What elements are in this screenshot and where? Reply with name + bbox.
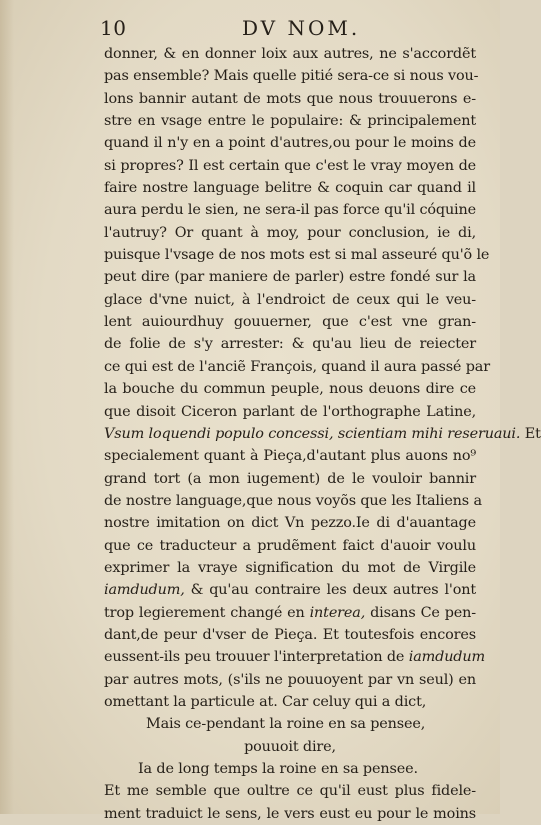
latin-quote-part: Vsum loquendi populo concessi,	[104, 425, 334, 442]
text-line: lons bannir autant de mots que nous trouuerons e-	[104, 90, 476, 107]
text-line: aura perdu le sien, ne sera-il pas force qu'il cóquine	[104, 202, 476, 219]
text-line: grand tort (a mon iugement) de le vouloir bannir	[104, 470, 476, 487]
text-line: exprimer la vraye signification du mot de Virgile	[104, 559, 476, 576]
latin-word: interea,	[309, 604, 366, 621]
verse-line: Ia de long temps la roine en sa pensee.	[138, 761, 418, 777]
latin-quote-part: scientiam mihi reseruaui.	[337, 425, 521, 442]
text-line: que disoit Ciceron parlant de l'orthographe Latine,	[104, 403, 476, 420]
text-line: peut dire (par maniere de parler) estre fondé sur la	[104, 269, 476, 286]
latin-word: iamdudum,	[104, 582, 185, 599]
page-header	[100, 16, 472, 40]
verse-aside: pouuoit dire,	[244, 738, 336, 755]
text-segment: & qu'au contraire les deux autres l'ont	[190, 582, 476, 599]
verse-line: Mais ce-pendant la roine en sa pensee,	[146, 716, 426, 733]
text-line: la bouche du commun peuple, nous deuons dire ce	[104, 381, 476, 398]
text-line: puisque l'vsage de nos mots est si mal asseuré qu'õ le	[104, 247, 490, 264]
text-line: pas ensemble? Mais quelle pitié sera-ce si nous vou-	[104, 68, 479, 85]
text-segment: eussent-ils peu trouuer l'interpretation de	[104, 649, 405, 666]
text-line: de folie de s'y arrester: & qu'au lieu de reiecter	[104, 336, 476, 353]
text-line: dant,de peur d'vser de Pieça. Et toutesfois encores	[104, 626, 476, 643]
text-line: specialement quant à Pieça,d'autant plus auons no⁹	[104, 448, 476, 465]
text-line: ce qui est de l'anciẽ François, quand il aura passé par	[104, 358, 490, 375]
text-line: glace d'vne nuict, à l'endroict de ceux qui le veu-	[104, 291, 476, 308]
page-number: 10	[100, 16, 127, 40]
text-line: Et me semble que oultre ce qu'il eust plus fidele-	[104, 783, 476, 800]
text-line	[104, 602, 476, 624]
running-title: DV NOM.	[242, 16, 361, 40]
text-line: nostre imitation on dict Vn pezzo.Ie di d'auantage	[104, 515, 476, 532]
latin-quote-line	[104, 423, 541, 445]
text-line: par autres mots, (s'ils ne pouuoyent par vn seul) en	[104, 671, 476, 688]
text-line: faire nostre language belitre & coquin car quand il	[104, 180, 476, 197]
text-line: donner, & en donner loix aux autres, ne s'accordẽt	[104, 46, 476, 62]
text-segment: Et	[524, 425, 541, 442]
text-line: l'autruy? Or quant à moy, pour conclusion, ie di,	[104, 224, 476, 241]
text-line: que ce traducteur a prudẽment faict d'auoir voulu	[104, 537, 476, 554]
text-line: si propres? Il est certain que c'est le vray moyen de	[104, 157, 476, 174]
text-segment: disans Ce pen-	[370, 604, 476, 621]
text-segment: trop legierement changé en	[104, 604, 305, 621]
text-line: ment traduict le sens, le vers eust eu pour le moins	[104, 805, 476, 822]
body-text	[104, 43, 541, 825]
text-line: lent auiourdhuy gouuerner, que c'est vne gran-	[104, 314, 476, 331]
latin-word: iamdudum	[408, 649, 485, 666]
text-line: omettant la particule at. Car celuy qui a dict,	[104, 693, 427, 710]
text-line	[104, 646, 485, 668]
text-line: stre en vsage entre le populaire: & principalement	[104, 113, 476, 130]
text-line: de nostre language,que nous voyõs que les Italiens a	[104, 492, 482, 509]
text-line: quand il n'y en a point d'autres,ou pour le moins de	[104, 135, 476, 152]
text-line	[104, 579, 476, 601]
page-gutter-shadow	[0, 0, 14, 814]
